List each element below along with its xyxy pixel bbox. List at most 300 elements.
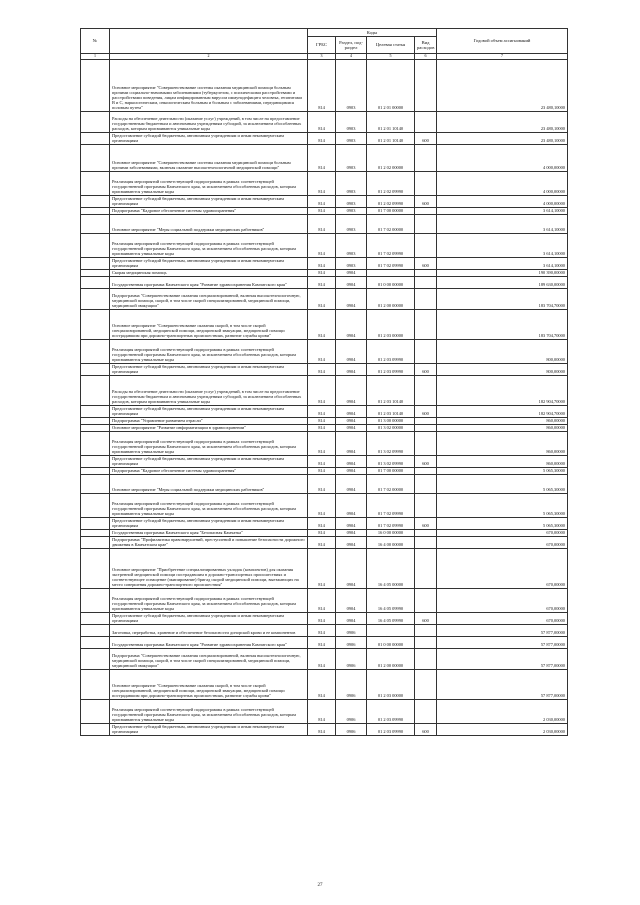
row-amount-cell: 182 904,70000 [437,375,568,405]
row-num-cell [81,288,110,309]
row-amount-cell: 2 030,00000 [437,699,568,723]
row-amount-cell: 670,00000 [437,612,568,624]
table-row [81,171,568,195]
row-exp-type-cell: 600 [415,363,437,375]
row-amount-cell: 4 000,00000 [437,144,568,171]
row-exp-type-cell [415,288,437,309]
row-amount-cell: 57 877,00000 [437,648,568,669]
table-row [81,699,568,723]
table-row [81,276,568,288]
row-exp-type-cell [415,636,437,648]
row-grbs-cell: 814 [308,517,336,529]
row-grbs-cell: 814 [308,467,336,474]
row-section-cell: 0906 [336,699,367,723]
row-grbs-cell: 814 [308,363,336,375]
row-grbs-cell: 814 [308,493,336,517]
row-name-cell: Подпрограмма "Совершенствование оказания специализированной, включая высокотехнологичную, медицинской помощи, скорой, в том числе скорой специализированной, медицинской помощи, медицинской эвакуации" [110,288,308,309]
row-target-cell: 01 7 02 00000 [367,214,415,233]
row-num-cell [81,517,110,529]
row-exp-type-cell [415,548,437,588]
row-num-cell [81,474,110,493]
row-name-cell: Государственная программа Камчатского края "Развитие здравоохранения Камчатского края" [110,276,308,288]
row-target-cell [367,624,415,636]
row-grbs-cell: 814 [308,723,336,735]
row-target-cell: 01 2 00 00000 [367,648,415,669]
row-name-cell: Подпрограмма "Совершенствование оказания специализированной, включая высокотехнологичную, медицинской помощи, скорой, в том числе скорой специализированной, медицинской помощи, медицинской эвакуации" [110,648,308,669]
row-num-cell [81,699,110,723]
row-exp-type-cell [415,424,437,431]
row-target-cell: 01 2 03 00000 [367,309,415,339]
row-target-cell: 01 3 00 00000 [367,417,415,424]
row-amount-cell: 860,00000 [437,431,568,455]
row-grbs-cell: 814 [308,669,336,699]
row-target-cell: 16 4 05 09990 [367,612,415,624]
row-num-cell [81,269,110,276]
row-name-cell: Предоставление субсидий бюджетным, автономным учреждениям и иным некоммерческим организациям [110,132,308,144]
row-target-cell: 01 7 02 09990 [367,493,415,517]
row-name-cell: Основное мероприятие "Меры социальной поддержки медицинских работников" [110,474,308,493]
row-exp-type-cell [415,536,437,548]
row-section-cell: 0904 [336,455,367,467]
table-row [81,636,568,648]
row-amount-cell: 190 390,00000 [437,269,568,276]
row-grbs-cell: 814 [308,257,336,269]
row-section-cell: 0904 [336,612,367,624]
table-row [81,612,568,624]
row-name-cell: Расходы на обеспечение деятельности (оказание услуг) учреждений, в том числе на предоставление государственным бюджетным и автономным учреждениям субсидий, за исключением обособленных расходов, которым присваиваются уникальные коды [110,111,308,132]
row-section-cell: 0904 [336,493,367,517]
row-exp-type-cell [415,417,437,424]
row-num-cell [81,195,110,207]
row-exp-type-cell: 600 [415,612,437,624]
col-header-target: Целевая статья [367,37,415,54]
row-grbs-cell: 814 [308,233,336,257]
row-num-cell [81,276,110,288]
row-num-cell [81,536,110,548]
col-header-amount: Годовой объем ассигнований [437,29,568,54]
row-grbs-cell: 814 [308,59,336,111]
row-num-cell [81,257,110,269]
row-exp-type-cell [415,431,437,455]
row-num-cell [81,493,110,517]
row-grbs-cell: 814 [308,699,336,723]
row-exp-type-cell [415,699,437,723]
row-exp-type-cell [415,624,437,636]
row-name-cell: Реализация мероприятий соответствующей подпрограммы в рамках соответствующей государственной программы Камчатского края, за исключением обособленных расходов, которым присваиваются уникальные коды [110,699,308,723]
table-row [81,132,568,144]
row-name-cell: Подпрограмма "Управление развитием отрасли" [110,417,308,424]
row-exp-type-cell [415,233,437,257]
col-index: 7 [437,54,568,60]
row-num-cell [81,309,110,339]
col-index: 2 [110,54,308,60]
row-name-cell: Государственная программа Камчатского края "Развитие здравоохранения Камчатского края" [110,636,308,648]
row-section-cell: 0906 [336,648,367,669]
row-target-cell: 01 2 01 10140 [367,111,415,132]
row-exp-type-cell [415,214,437,233]
table-row [81,363,568,375]
row-target-cell: 16 4 05 09990 [367,588,415,612]
table-row [81,375,568,405]
row-grbs-cell: 814 [308,269,336,276]
row-grbs-cell: 814 [308,612,336,624]
table-row [81,493,568,517]
row-section-cell: 0903 [336,207,367,214]
table-row [81,431,568,455]
row-num-cell [81,424,110,431]
row-target-cell: 01 2 02 09990 [367,171,415,195]
row-name-cell: Подпрограмма "Профилактика правонарушений, преступлений и повышение безопасности дорожного движения в Камчатском крае" [110,536,308,548]
row-num-cell [81,612,110,624]
row-num-cell [81,233,110,257]
row-num-cell [81,648,110,669]
row-grbs-cell: 814 [308,276,336,288]
row-exp-type-cell [415,375,437,405]
table-row [81,339,568,363]
row-section-cell: 0904 [336,375,367,405]
row-exp-type-cell: 600 [415,257,437,269]
row-grbs-cell: 814 [308,288,336,309]
row-grbs-cell: 814 [308,405,336,417]
row-name-cell: Предоставление субсидий бюджетным, автономным учреждениям и иным некоммерческим организациям [110,455,308,467]
row-grbs-cell: 814 [308,455,336,467]
table-row [81,111,568,132]
col-header-exp-type: Вид расходов [415,37,437,54]
row-target-cell: 16 4 00 00000 [367,536,415,548]
row-name-cell: Реализация мероприятий соответствующей подпрограммы в рамках соответствующей государственной программы Камчатского края, за исключением обособленных расходов, которым присваиваются уникальные коды [110,431,308,455]
col-header-num: № [81,29,110,54]
row-grbs-cell: 814 [308,529,336,536]
row-target-cell: 01 2 01 00000 [367,59,415,111]
row-exp-type-cell [415,269,437,276]
table-row [81,467,568,474]
row-amount-cell: 860,00000 [437,417,568,424]
row-section-cell: 0903 [336,233,367,257]
col-index: 1 [81,54,110,60]
row-amount-cell: 3 614,10000 [437,257,568,269]
row-target-cell: 01 3 02 09990 [367,455,415,467]
row-target-cell: 01 3 02 09990 [367,431,415,455]
row-section-cell: 0904 [336,405,367,417]
row-amount-cell: 189 630,00000 [437,276,568,288]
row-amount-cell: 670,00000 [437,548,568,588]
row-name-cell: Подпрограмма "Кадровое обеспечение системы здравоохранения" [110,467,308,474]
row-num-cell [81,624,110,636]
row-section-cell: 0904 [336,467,367,474]
row-exp-type-cell: 600 [415,723,437,735]
row-num-cell [81,59,110,111]
row-exp-type-cell [415,144,437,171]
table-row [81,405,568,417]
table-row [81,548,568,588]
row-name-cell: Государственная программа Камчатского края "Безопасная Камчатка" [110,529,308,536]
row-amount-cell: 3 614,10000 [437,207,568,214]
row-num-cell [81,339,110,363]
row-name-cell: Предоставление субсидий бюджетным, автономным учреждениям и иным некоммерческим организациям [110,195,308,207]
row-num-cell [81,207,110,214]
row-exp-type-cell [415,669,437,699]
row-section-cell: 0904 [336,474,367,493]
row-target-cell: 01 0 00 00000 [367,276,415,288]
row-name-cell: Основное мероприятие "Совершенствование системы оказания медицинской помощи больным прочими социально-значимыми заболеваниями (туберкулезом, с психическими расстройствами и расстройствами поведения, лицам инфицированным вирусом иммунодефицита человека, гепатитами В и С, наркологическим, онкологическим больным и больным с заболеваниями, передающимися половым путем" [110,59,308,111]
row-exp-type-cell [415,648,437,669]
row-target-cell: 16 4 05 00000 [367,548,415,588]
row-num-cell [81,171,110,195]
row-amount-cell: 23 480,10000 [437,132,568,144]
row-num-cell [81,467,110,474]
row-amount-cell: 5 065,30000 [437,467,568,474]
row-grbs-cell: 814 [308,132,336,144]
row-num-cell [81,455,110,467]
row-num-cell [81,588,110,612]
row-target-cell: 01 2 03 10140 [367,405,415,417]
row-name-cell: Основное мероприятие "Развитие информатизации в здравоохранении" [110,424,308,431]
col-index: 5 [367,54,415,60]
table-row [81,588,568,612]
table-row [81,233,568,257]
row-name-cell: Реализация мероприятий соответствующей подпрограммы в рамках соответствующей государственной программы Камчатского края, за исключением обособленных расходов, которым присваиваются уникальные коды [110,339,308,363]
row-target-cell: 01 7 02 00000 [367,474,415,493]
row-exp-type-cell [415,207,437,214]
row-amount-cell: 4 000,00000 [437,171,568,195]
row-name-cell: Предоставление субсидий бюджетным, автономным учреждениям и иным некоммерческим организациям [110,405,308,417]
row-section-cell: 0904 [336,424,367,431]
row-section-cell: 0904 [336,309,367,339]
row-exp-type-cell: 600 [415,195,437,207]
page-number: 27 [317,883,323,888]
row-name-cell: Предоставление субсидий бюджетным, автономным учреждениям и иным некоммерческим организациям [110,363,308,375]
row-name-cell: Расходы на обеспечение деятельности (оказание услуг) учреждений, в том числе на предоставление государственным бюджетным и автономным учреждениям субсидий, за исключением обособленных расходов, которым присваиваются уникальные коды [110,375,308,405]
col-header-codes: Коды [308,29,437,37]
row-num-cell [81,144,110,171]
row-section-cell: 0906 [336,669,367,699]
table-row [81,257,568,269]
row-num-cell [81,375,110,405]
budget-document [80,28,567,736]
table-row [81,309,568,339]
row-target-cell: 01 2 00 00000 [367,288,415,309]
row-name-cell: Реализация мероприятий соответствующей подпрограммы в рамках соответствующей государственной программы Камчатского края, за исключением обособленных расходов, которым присваиваются уникальные коды [110,233,308,257]
table-row [81,648,568,669]
row-section-cell: 0906 [336,723,367,735]
row-section-cell: 0903 [336,214,367,233]
row-num-cell [81,132,110,144]
col-header-grbs: ГРБС [308,37,336,54]
row-exp-type-cell [415,276,437,288]
table-row [81,529,568,536]
row-num-cell [81,111,110,132]
row-name-cell: Предоставление субсидий бюджетным, автономным учреждениям и иным некоммерческим организациям [110,612,308,624]
row-name-cell: Основное мероприятие "Совершенствование оказания скорой, в том числе скорой специализированной, медицинской помощи, медицинской эвакуации, медицинской помощи пострадавшим при дорожно-транспортных происшествиях, развитие службы крови" [110,669,308,699]
table-row [81,207,568,214]
row-target-cell: 01 0 00 00000 [367,636,415,648]
row-target-cell: 01 2 03 09990 [367,363,415,375]
table-row [81,417,568,424]
row-num-cell [81,417,110,424]
row-grbs-cell: 814 [308,588,336,612]
table-row [81,288,568,309]
row-grbs-cell: 814 [308,339,336,363]
row-section-cell: 0904 [336,417,367,424]
row-target-cell: 01 2 03 09990 [367,723,415,735]
row-target-cell: 01 2 03 09990 [367,699,415,723]
row-grbs-cell: 814 [308,548,336,588]
row-grbs-cell: 814 [308,648,336,669]
table-row [81,195,568,207]
row-num-cell [81,548,110,588]
table-row [81,669,568,699]
row-amount-cell: 182 904,70000 [437,405,568,417]
row-section-cell: 0904 [336,536,367,548]
row-amount-cell: 183 704,70000 [437,309,568,339]
row-target-cell: 01 2 03 10140 [367,375,415,405]
row-section-cell: 0903 [336,171,367,195]
row-section-cell: 0903 [336,257,367,269]
row-target-cell: 01 2 03 00000 [367,669,415,699]
row-section-cell: 0904 [336,548,367,588]
row-amount-cell: 3 614,10000 [437,214,568,233]
table-row [81,59,568,111]
row-amount-cell: 4 000,00000 [437,195,568,207]
row-target-cell: 01 7 00 00000 [367,467,415,474]
row-section-cell: 0904 [336,288,367,309]
row-grbs-cell: 814 [308,309,336,339]
row-grbs-cell: 814 [308,171,336,195]
row-name-cell: Основное мероприятие "Приобретение специализированных укладок (комплектов) для оказания экстренной медицинской помощи пострадавшим в дорожно-транспортных происшествиях и соответствующее оснащение (экипирование) бригад скорой медицинской помощи, выезжающих на место совершения дорожно-транспортного происшествия" [110,548,308,588]
row-section-cell: 0903 [336,144,367,171]
row-name-cell: Предоставление субсидий бюджетным, автономным учреждениям и иным некоммерческим организациям [110,723,308,735]
table-row [81,455,568,467]
row-section-cell: 0903 [336,59,367,111]
row-grbs-cell: 814 [308,144,336,171]
row-target-cell [367,269,415,276]
row-amount-cell: 5 065,30000 [437,493,568,517]
row-target-cell: 01 2 01 10140 [367,132,415,144]
table-row [81,723,568,735]
row-exp-type-cell [415,493,437,517]
row-name-cell: Реализация мероприятий соответствующей подпрограммы в рамках соответствующей государственной программы Камчатского края, за исключением обособленных расходов, которым присваиваются уникальные коды [110,493,308,517]
row-section-cell: 0906 [336,636,367,648]
col-index: 4 [336,54,367,60]
table-row [81,474,568,493]
row-exp-type-cell [415,467,437,474]
row-num-cell [81,405,110,417]
row-section-cell: 0903 [336,111,367,132]
row-name-cell: Подпрограмма "Кадровое обеспечение системы здравоохранения" [110,207,308,214]
row-target-cell: 01 7 02 09990 [367,257,415,269]
row-exp-type-cell [415,171,437,195]
row-num-cell [81,529,110,536]
row-num-cell [81,636,110,648]
row-grbs-cell: 814 [308,624,336,636]
row-grbs-cell: 814 [308,417,336,424]
row-amount-cell: 23 480,10000 [437,111,568,132]
row-grbs-cell: 814 [308,375,336,405]
row-exp-type-cell: 600 [415,132,437,144]
table-row [81,517,568,529]
row-exp-type-cell: 600 [415,517,437,529]
row-amount-cell: 2 030,00000 [437,723,568,735]
row-grbs-cell: 814 [308,431,336,455]
row-name-cell: Реализация мероприятий соответствующей подпрограммы в рамках соответствующей государственной программы Камчатского края, за исключением обособленных расходов, которым присваиваются уникальные коды [110,588,308,612]
row-num-cell [81,431,110,455]
row-name-cell: Реализация мероприятий соответствующей подпрограммы в рамках соответствующей государственной программы Камчатского края, за исключением обособленных расходов, которым присваиваются уникальные коды [110,171,308,195]
row-amount-cell: 3 614,10000 [437,233,568,257]
row-name-cell: Основное мероприятие "Меры социальной поддержки медицинских работников" [110,214,308,233]
row-num-cell [81,214,110,233]
row-target-cell: 01 7 02 09990 [367,517,415,529]
col-header-name [110,29,308,54]
row-amount-cell: 57 877,00000 [437,624,568,636]
row-section-cell: 0903 [336,195,367,207]
row-section-cell: 0904 [336,339,367,363]
row-grbs-cell: 814 [308,636,336,648]
row-grbs-cell: 814 [308,214,336,233]
table-row [81,624,568,636]
row-exp-type-cell: 600 [415,405,437,417]
row-grbs-cell: 814 [308,207,336,214]
row-amount-cell: 800,00000 [437,363,568,375]
row-num-cell [81,723,110,735]
table-row [81,144,568,171]
row-section-cell: 0904 [336,363,367,375]
col-index: 6 [415,54,437,60]
row-exp-type-cell [415,588,437,612]
row-name-cell: Предоставление субсидий бюджетным, автономным учреждениям и иным некоммерческим организациям [110,257,308,269]
row-section-cell: 0904 [336,276,367,288]
row-amount-cell: 670,00000 [437,536,568,548]
row-name-cell: Скорая медицинская помощь [110,269,308,276]
row-amount-cell: 57 877,00000 [437,636,568,648]
row-num-cell [81,363,110,375]
row-amount-cell: 5 065,30000 [437,517,568,529]
row-amount-cell: 23 480,10000 [437,59,568,111]
row-section-cell: 0904 [336,431,367,455]
row-name-cell: Основное мероприятие "Совершенствование оказания скорой, в том числе скорой специализированной, медицинской помощи, медицинской эвакуации, медицинской помощи пострадавшим при дорожно-транспортных происшествиях, развитие службы крови" [110,309,308,339]
table-row [81,424,568,431]
row-target-cell: 01 2 02 00000 [367,144,415,171]
row-grbs-cell: 814 [308,536,336,548]
table-row [81,269,568,276]
row-grbs-cell: 814 [308,474,336,493]
row-grbs-cell: 814 [308,111,336,132]
row-target-cell: 01 2 02 09990 [367,195,415,207]
row-target-cell: 01 3 02 00000 [367,424,415,431]
row-target-cell: 16 0 00 00000 [367,529,415,536]
row-section-cell: 0904 [336,517,367,529]
row-amount-cell: 5 065,30000 [437,474,568,493]
row-target-cell: 01 2 03 09990 [367,339,415,363]
row-exp-type-cell [415,111,437,132]
table-row [81,214,568,233]
row-amount-cell: 860,00000 [437,455,568,467]
row-amount-cell: 183 704,70000 [437,288,568,309]
row-grbs-cell: 814 [308,195,336,207]
row-amount-cell: 860,00000 [437,424,568,431]
row-target-cell: 01 7 00 00000 [367,207,415,214]
row-exp-type-cell [415,474,437,493]
row-amount-cell: 57 877,00000 [437,669,568,699]
budget-table [80,28,568,736]
row-section-cell: 0904 [336,269,367,276]
row-exp-type-cell [415,59,437,111]
col-index: 3 [308,54,336,60]
row-exp-type-cell [415,529,437,536]
row-amount-cell: 800,00000 [437,339,568,363]
row-section-cell: 0906 [336,624,367,636]
row-section-cell: 0903 [336,132,367,144]
row-amount-cell: 670,00000 [437,588,568,612]
